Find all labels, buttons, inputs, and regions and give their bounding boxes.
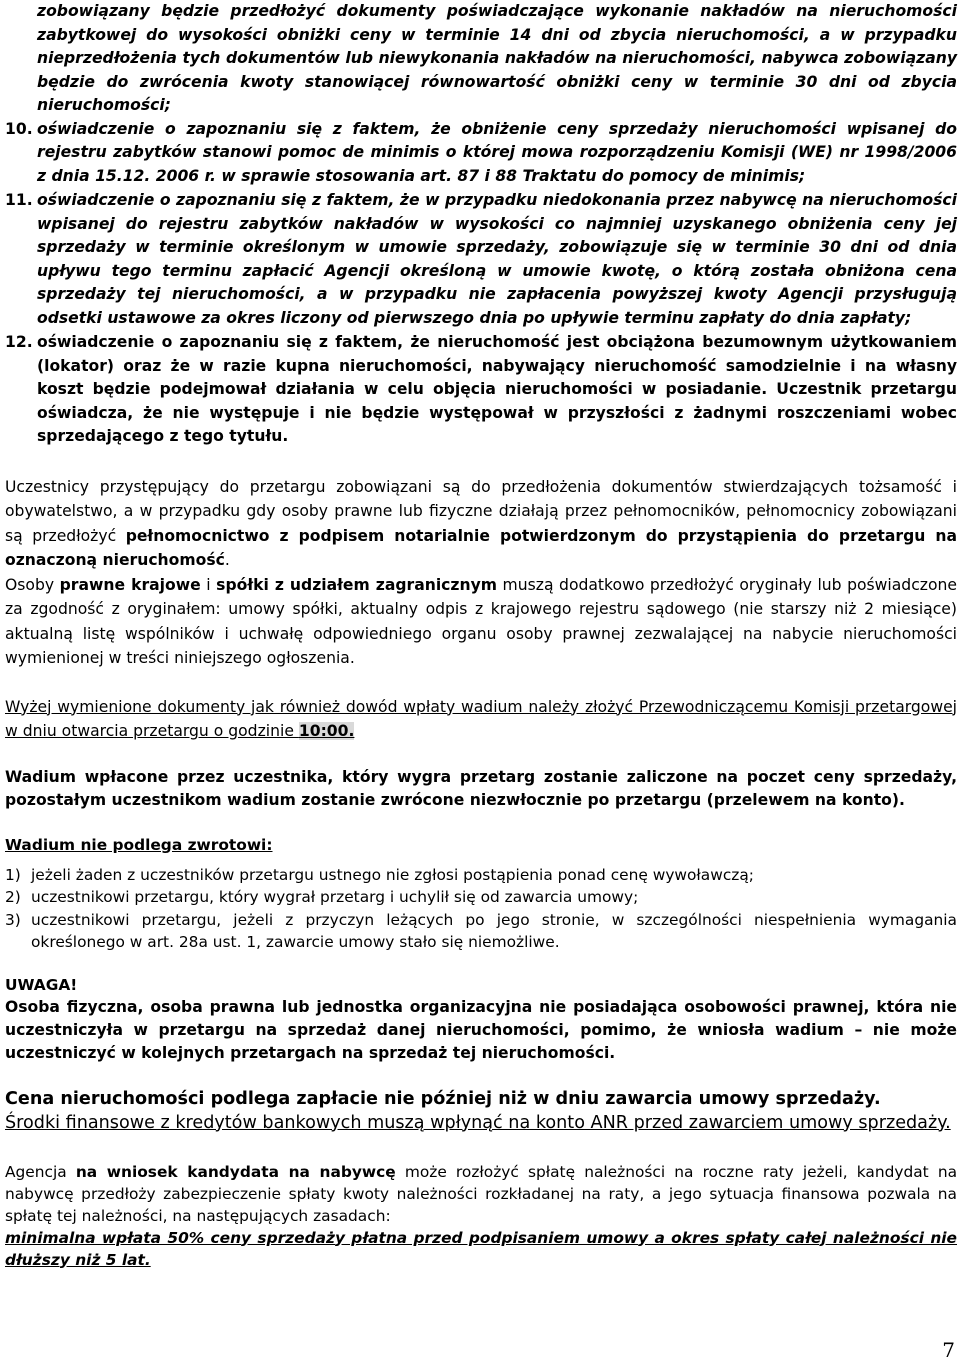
item-number: 3): [5, 910, 21, 929]
no-refund-heading: Wadium nie podlega zwrotowi:: [5, 835, 273, 854]
list-item: [5, 864, 957, 887]
wadium-paragraph: Wadium wpłacone przez uczestnika, który wygra przetarg zostanie zaliczone na poczet ceny sprzedaży, pozostałym uczestnikom wadium zostanie zwrócone niezwłocznie po przetargu (przelewem na konto).: [5, 767, 957, 809]
item-number: 1): [5, 865, 21, 884]
participants-text-end: .: [224, 551, 230, 569]
legal-entities-text: Osoby: [5, 575, 60, 594]
warning-text: Osoba fizyczna, osoba prawna lub jednostka organizacyjna nie posiadająca osobowości prawnej, która nie uczestniczyła w przetargu na sprzedaż danej nieruchomości, pomimo, że wniosła wadium – nie może uczestniczyć w kolejnych przetargach na sprzedaż tej nieruchomości.: [5, 997, 957, 1062]
item-text: uczestnikowi przetargu, jeżeli z przyczyn leżących po jego stronie, w szczególności niespełnienia wymagania określonego w art. 28a ust. 1, zawarcie umowy stało się niemożliwe.: [31, 910, 957, 951]
item-text: oświadczenie o zapoznaniu się z faktem, że obniżenie ceny sprzedaży nieruchomości wpisanej do rejestru zabytków stanowi pomoc de minimis o której mowa rozporządzeniu Komisji (WE) nr 1998/2006 z dnia 15.12. 2006 r. w sprawie stosowania art. 87 i 88 Traktatu do pomocy de minimis;: [37, 119, 957, 185]
price-payment-line: Cena nieruchomości podlega zapłacie nie później niż w dniu zawarcia umowy sprzedaży.: [5, 1088, 881, 1109]
installments-text: może rozłożyć spłatę należności na roczne raty jeżeli, kandydat na nabywcę przedłoży zabezpieczenie spłaty kwoty należności rozkładanej na raty, a jego sytuacja finansowa pozwala na spłatę tej należności, na następujących zasadach:: [5, 1162, 958, 1225]
item-text: oświadczenie o zapoznaniu się z faktem, że nieruchomość jest obciążona bezumownym użytkowaniem (lokator) oraz że w razie kupna nieruchomości, nabywający nieruchomość samodzielnie i na własny koszt będzie podejmował działania w celu objęcia nieruchomości w posiadanie. Uczestnik przetargu oświadcza, że nie występuje i nie będzie występował w przyszłości z żadnymi roszczeniami wobec sprzedającego z tego tytułu.: [37, 333, 957, 445]
item-number: 10.: [5, 119, 33, 138]
on-request-text: na wniosek kandydata na nabywcę: [75, 1162, 396, 1181]
no-refund-list: [5, 864, 957, 954]
legal-entities-text: muszą dodatkowo przedłożyć oryginały lub poświadczone za zgodność z oryginałem: umowy spółki, aktualny odpis z krajowego rejestru sądowego (nie starszy niż 2 miesiące) aktualną listę wspólników i uchwałę odpowiedniego organu osoby prawnej zezwalającej na nabycie nieruchomości wymienionej w treści niniejszego ogłoszenia.: [5, 575, 957, 667]
foreign-companies-text: spółki z udziałem zagranicznym: [216, 575, 498, 594]
item-number: 2): [5, 888, 21, 906]
list-item: [5, 331, 957, 449]
participants-paragraph: [5, 475, 957, 573]
power-of-attorney-text: pełnomocnictwo z podpisem notarialnie potwierdzonym do przystąpienia do przetargu na oznaczoną nieruchomość: [5, 526, 957, 569]
installments-text: Agencja: [5, 1162, 76, 1181]
list-item: [5, 886, 957, 909]
list-item: [5, 189, 957, 330]
legal-entities-text: i: [200, 575, 217, 594]
installments-rule: minimalna wpłata 50% ceny sprzedaży płatna przed podpisaniem umowy a okres spłaty całej należności nie dłuższy niż 5 lat.: [5, 1228, 957, 1269]
item-number: 11.: [5, 191, 33, 209]
conditions-list: [5, 0, 957, 449]
list-item: [5, 909, 957, 954]
page-number: 7: [942, 1338, 955, 1362]
item-text: oświadczenie o zapoznaniu się z faktem, że w przypadku niedokonania przez nabywcę na nieruchomości wpisanej do rejestru zabytków nakładów w wysokości co najmniej uzyskanego obniżenia ceny jej sprzedaży w terminie określonym w umowie sprzedaży, zobowiązuje się w terminie 30 dni od dnia upływu tego terminu zapłacić Agencji określoną w umowie kwotę, o którą została obniżona cena sprzedaży tej nieruchomości, a w przypadku nie zapłacenia powyższej kwoty Agencji przysługują odsetki ustawowe za okres liczony od pierwszego dnia po upływie terminu zapłaty do dnia zapłaty;: [37, 191, 957, 327]
item-text: jeżeli żaden z uczestników przetargu ustnego nie zgłosi postąpienia ponad cenę wywoławczą;: [31, 865, 754, 884]
list-item: [5, 118, 957, 189]
continuation-text: zobowiązany będzie przedłożyć dokumenty poświadczające wykonanie nakładów na nieruchomości zabytkowej do wysokości obniżki ceny w terminie 14 dni od zbycia nieruchomości, a w przypadku nieprzedłożenia tych dokumentów lub niewykonania nakładów na nieruchomości, nabywca zobowiązany będzie do zwrócenia kwoty stanowiącej równowartość obniżki ceny w terminie 30 dni od zbycia nieruchomości;: [37, 2, 957, 114]
participants-text: Uczestnicy przystępujący do przetargu zobowiązani są do przedłożenia dokumentów stwierdzających tożsamość i obywatelstwo, a w przypadku gdy osoby prawne lub fizyczne działają przez pełnomocników, pełnomocnicy zobowiązani są przedłożyć: [5, 477, 957, 545]
legal-entities-paragraph: [5, 573, 957, 671]
item-number: 12.: [5, 333, 33, 351]
warning-title: UWAGA!: [5, 975, 78, 994]
opening-time: 10:00.: [298, 722, 355, 740]
bank-credit-line: Środki finansowe z kredytów bankowych muszą wpłynąć na konto ANR przed zawarciem umowy sprzedaży.: [5, 1112, 951, 1133]
documents-note: [5, 695, 957, 744]
document-page: [5, 0, 957, 1271]
installments-paragraph: [5, 1161, 957, 1227]
documents-note-text: Wyżej wymienione dokumenty jak również dowód wpłaty wadium należy złożyć Przewodniczącemu Komisji przetargowej w dniu otwarcia przetargu o godzinie: [5, 697, 957, 740]
domestic-legal-text: prawne krajowe: [59, 575, 201, 594]
item-text: uczestnikowi przetargu, który wygrał przetarg i uchylił się od zawarcia umowy;: [31, 888, 639, 906]
